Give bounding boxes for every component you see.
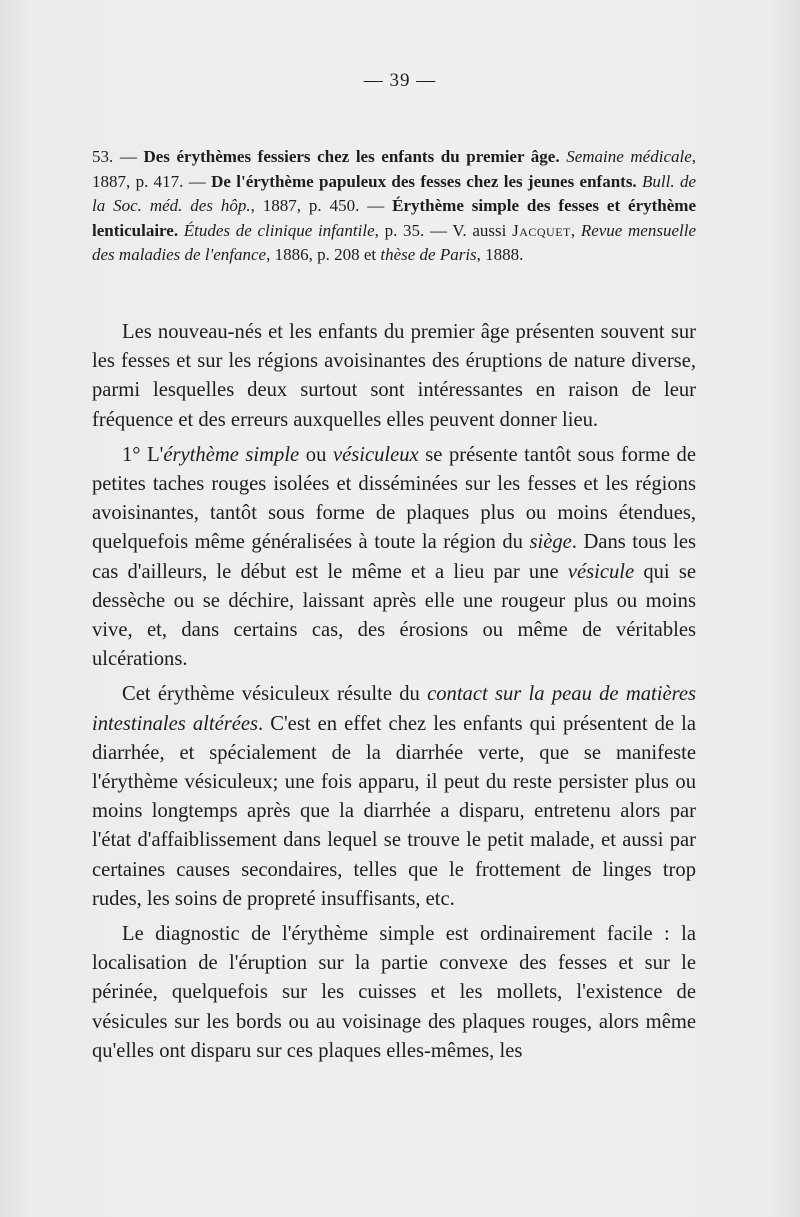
emphasis-term: siège [529, 531, 572, 554]
journal-name-5: thèse de Paris [380, 245, 477, 265]
emphasis-term: vésiculeux [332, 443, 419, 466]
journal-name-3: Études de clinique infantile [183, 220, 375, 240]
journal-name-2: Bull. de la Soc. méd. des hôp. [92, 171, 696, 216]
text-run: ou [299, 443, 333, 466]
reference-number: 53. [92, 147, 114, 166]
citation-6: , 1888. [476, 245, 524, 265]
citation-1: , 1887, p. 417. — [92, 147, 697, 191]
text-run: . Dans tous les cas d'ailleurs, le début est le même et a lieu par une [92, 531, 696, 583]
author-name: Jacquet [512, 220, 571, 240]
emphasis-term: contact sur la peau de matières intestinales altérées [92, 683, 696, 735]
page-number: — 39 — [363, 70, 437, 91]
citation-2: , 1887, p. 450. — [250, 196, 393, 216]
text-run: qui se dessèche ou se déchire, laissant après elle une rougeur plus ou moins vive, et, dans certains cas, des érosions ou même de véritables ulcérations. [92, 560, 696, 671]
text-run: se présente tantôt sous forme de petites taches rouges isolées et disséminées sur les fesses et les régions avoisinantes, tantôt sous forme de plaques plus ou moins étendues, quelquefois même généralisées à toute la région du [92, 443, 696, 554]
paragraph-1: Les nouveau-nés et les enfants du premier âge présenten souvent sur les fesses et sur les régions avoisinantes des éruptions de nature diverse, parmi lesquelles deux surtout sont intéressantes en raison de leur fréquence et des erreurs auxquelles elles peuvent donner lieu. [92, 321, 696, 431]
reference-title-1: Des érythèmes fessiers chez les enfants du premier âge. [143, 147, 560, 166]
journal-name-4: Revue mensuelle des maladies de l'enfance [92, 220, 697, 265]
text-run: 1° L' [122, 443, 164, 466]
separator: — [113, 147, 144, 166]
citation-5: , 1886, p. 208 et [266, 245, 381, 265]
reference-entry [92, 145, 696, 268]
emphasis-term: vésicule [567, 560, 635, 583]
paragraph-4: Le diagnostic de l'érythème simple est ordinairement facile : la localisation de l'éruption sur la partie convexe des fesses et sur le périnée, quelquefois sur les cuisses et les mollets, l'existence de vésicules sur les bords ou au voisinage des plaques rouges, alors même qu'elles ont disparu sur ces plaques elles-mêmes, les [92, 923, 696, 1062]
text-run: Cet érythème vésiculeux résulte du [122, 683, 428, 706]
citation-3: , p. 35. — V. aussi [374, 220, 513, 240]
paragraph-2 [92, 441, 696, 675]
text-run: . C'est en effet chez les enfants qui présentent de la diarrhée, et spécialement de la diarrhée verte, que se manifeste l'érythème vésiculeux; une fois apparu, il peut du reste persister plus ou moins longtemps après que la diarrhée a disparu, entretenu alors par l'état d'affaiblissement dans lequel se trouve le petit malade, et aussi par certaines causes secondaires, telles que le frottement de linges trop rudes, les soins de propreté insuffisants, etc. [92, 712, 696, 910]
body-text [92, 318, 696, 1072]
reference-title-2: De l'érythème papuleux des fesses chez les jeunes enfants. [211, 171, 637, 191]
paragraph-3 [92, 680, 696, 914]
emphasis-term: érythème simple [163, 443, 300, 466]
bibliographic-reference [92, 145, 696, 268]
citation-4: , [570, 220, 581, 240]
reference-title-3: Érythème simple des fesses et érythème lenticulaire. [92, 196, 696, 240]
journal-name-1: Semaine médicale [566, 147, 692, 166]
